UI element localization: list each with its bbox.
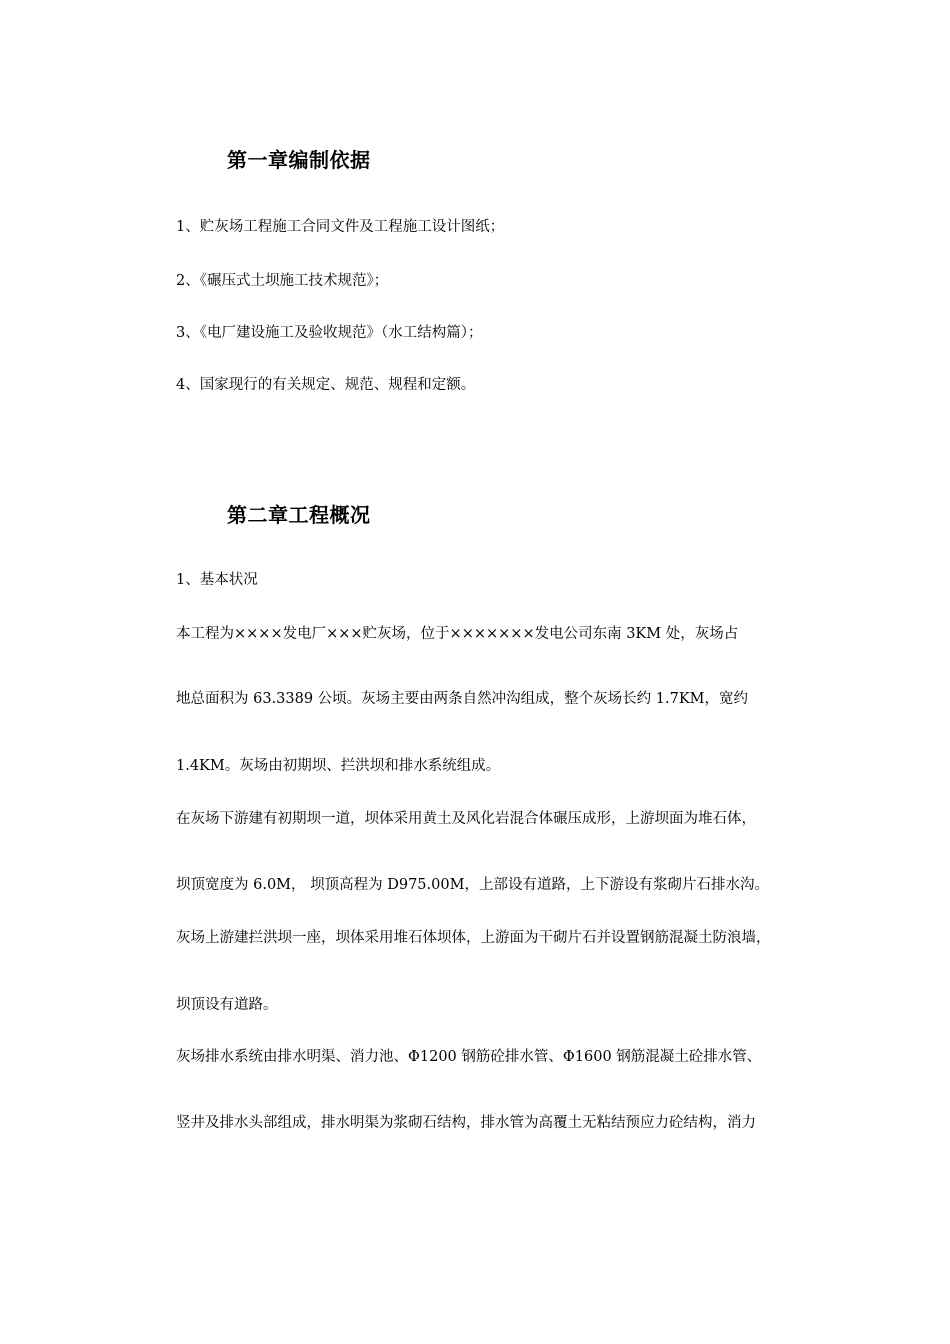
paragraph-1-line-3: 1.4KM。灰场由初期坝、拦洪坝和排水系统组成。 (176, 758, 501, 774)
paragraph-4-line-2: 竖井及排水头部组成，排水明渠为浆砌石结构，排水管为高覆土无粘结预应力砼结构，消力 (176, 1115, 756, 1131)
basis-item-4: 4、国家现行的有关规定、规范、规程和定额。 (176, 377, 476, 393)
paragraph-1-line-2: 地总面积为 63.3389 公顷。灰场主要由两条自然冲沟组成，整个灰场长约 1.7KM，宽约 (176, 691, 749, 707)
section-subheading: 1、基本状况 (176, 572, 258, 588)
paragraph-2-line-2: 坝顶宽度为 6.0M， 坝顶高程为 D975.00M，上部设有道路，上下游设有浆砌片石排水沟。 (176, 877, 769, 893)
basis-item-1: 1、贮灰场工程施工合同文件及工程施工设计图纸； (176, 219, 505, 235)
paragraph-2-line-1: 在灰场下游建有初期坝一道，坝体采用黄土及风化岩混合体碾压成形，上游坝面为堆石体， (176, 811, 756, 827)
basis-item-2: 2、《碾压式土坝施工技术规范》； (176, 273, 389, 289)
chapter-1-title: 第一章编制依据 (227, 148, 371, 172)
chapter-2-title: 第二章工程概况 (227, 503, 371, 527)
basis-item-3: 3、《电厂建设施工及验收规范》（水工结构篇）； (176, 325, 483, 341)
paragraph-3-line-2: 坝顶设有道路。 (176, 997, 278, 1013)
paragraph-3-line-1: 灰场上游建拦洪坝一座，坝体采用堆石体坝体，上游面为干砌片石并设置钢筋混凝土防浪墙， (176, 930, 771, 946)
paragraph-4-line-1: 灰场排水系统由排水明渠、消力池、Φ1200 钢筋砼排水管、Φ1600 钢筋混凝土砼排水管、 (176, 1049, 762, 1065)
paragraph-1-line-1: 本工程为××××发电厂×××贮灰场，位于×××××××发电公司东南 3KM 处，灰场占 (176, 626, 739, 642)
